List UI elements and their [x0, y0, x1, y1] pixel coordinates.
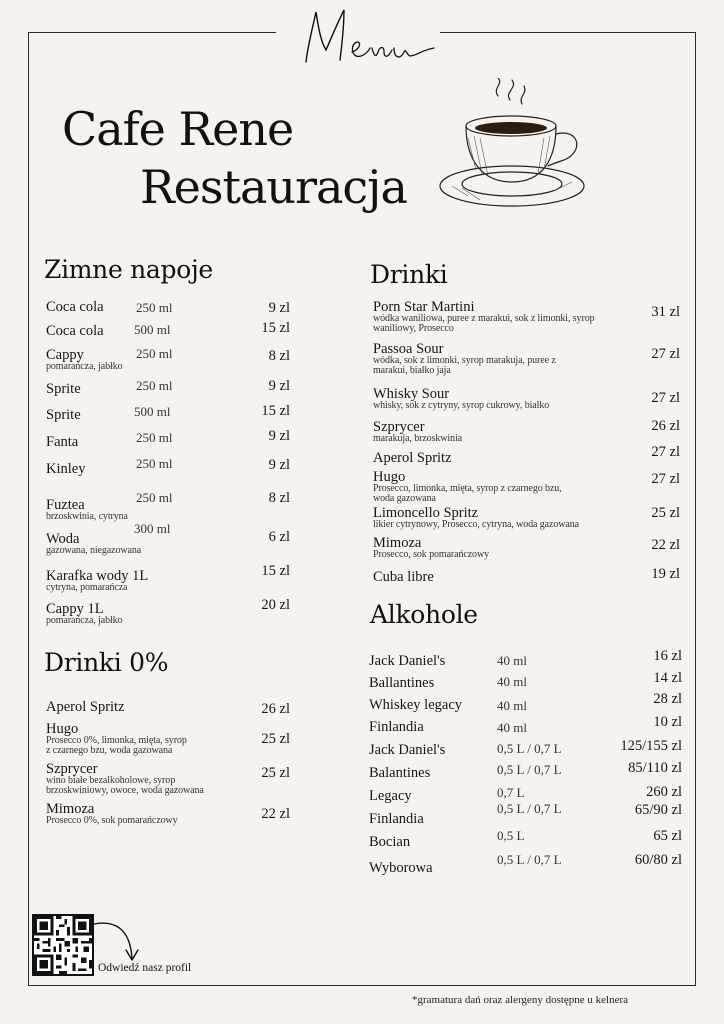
item-price: 60/80 zl	[634, 852, 682, 868]
item-volume: 0,5 L / 0,7 L	[497, 801, 562, 816]
item-name: Legacy	[369, 788, 412, 804]
list-item	[46, 569, 148, 593]
item-price: 65 zl	[653, 828, 682, 844]
item-name: Coca cola	[46, 323, 104, 339]
item-name: Cappy 1L	[46, 601, 104, 617]
item-volume: 40 ml	[497, 698, 527, 713]
list-item	[369, 654, 445, 668]
item-volume: 300 ml	[134, 521, 171, 536]
section-title-alcohol: Alkohole	[370, 600, 478, 629]
item-price: 27 zl	[651, 444, 680, 460]
item-volume: 250 ml	[136, 378, 173, 393]
restaurant-subtitle: Restauracja	[140, 160, 407, 214]
item-name: Szprycer	[373, 419, 425, 435]
item-price: 27 zl	[651, 346, 680, 362]
list-item	[369, 835, 410, 849]
item-price: 15 zl	[261, 403, 290, 419]
item-volume: 500 ml	[134, 404, 171, 419]
item-volume: 500 ml	[134, 322, 171, 337]
item-price: 20 zl	[261, 597, 290, 613]
item-name: Jack Daniel's	[369, 653, 446, 669]
section-title-drinks-zero: Drinki 0%	[44, 648, 169, 677]
restaurant-name: Cafe Rene	[62, 102, 294, 156]
item-volume: 250 ml	[136, 430, 173, 445]
list-item	[46, 382, 81, 396]
item-volume: 40 ml	[497, 674, 527, 689]
list-item	[373, 570, 434, 584]
item-name: Ballantines	[369, 675, 435, 691]
list-item	[46, 532, 141, 556]
item-volume: 0,5 L / 0,7 L	[497, 852, 562, 867]
item-price: 65/90 zl	[634, 802, 682, 818]
item-name: Bocian	[369, 834, 411, 850]
item-price: 9 zl	[268, 300, 290, 316]
list-item	[46, 602, 123, 626]
item-price: 260 zl	[646, 784, 682, 800]
list-item	[369, 861, 433, 875]
item-name: Cuba libre	[373, 569, 434, 585]
item-price: 85/110 zl	[628, 760, 682, 776]
item-name: Mimoza	[46, 801, 95, 817]
item-description: Prosecco 0%, sok pomarańczowy	[46, 815, 178, 826]
list-item	[373, 470, 562, 504]
list-item	[373, 300, 595, 334]
profile-link[interactable]: Odwiedź nasz profil	[98, 962, 192, 974]
item-name: Kinley	[46, 461, 86, 477]
item-name: Wyborowa	[369, 860, 433, 876]
item-description: whisky, sok z cytryny, syrop cukrowy, białko	[373, 400, 550, 411]
item-price: 9 zl	[268, 428, 290, 444]
list-item	[46, 802, 178, 826]
item-description: gazowana, niegazowana	[46, 545, 142, 556]
item-name: Limoncello Spritz	[373, 505, 479, 521]
list-item	[369, 720, 424, 734]
item-price: 22 zl	[651, 537, 680, 553]
item-price: 28 zl	[653, 691, 682, 707]
list-item	[373, 451, 452, 465]
item-description: woda gazowana	[373, 493, 436, 504]
list-item	[373, 536, 489, 560]
item-volume: 0,5 L / 0,7 L	[497, 741, 562, 756]
item-price: 26 zl	[651, 418, 680, 434]
item-description: marakui, białko jaja	[373, 365, 451, 376]
list-item	[46, 300, 104, 314]
item-price: 6 zl	[268, 529, 290, 545]
item-volume: 0,7 L	[497, 785, 525, 800]
item-description: Prosecco, sok pomarańczowy	[373, 549, 489, 560]
item-description: Prosecco 0%, limonka, mięta, syrop	[46, 735, 187, 746]
list-item	[46, 700, 125, 714]
item-name: Whiskey legacy	[369, 697, 463, 713]
item-price: 22 zl	[261, 806, 290, 822]
item-name: Sprite	[46, 407, 81, 423]
section-title-cold-drinks: Zimne napoje	[44, 255, 213, 284]
item-name: Aperol Spritz	[46, 699, 125, 715]
qr-code-icon[interactable]	[32, 914, 94, 976]
item-description: Prosecco, limonka, mięta, syrop z czarnego bzu,	[373, 483, 562, 494]
item-name: Aperol Spritz	[373, 450, 452, 466]
item-volume: 40 ml	[497, 720, 527, 735]
list-item	[46, 722, 187, 756]
item-name: Szprycer	[46, 761, 98, 777]
item-description: wódka waniliowa, puree z marakui, sok z limonki, syrop	[373, 313, 595, 324]
item-volume: 0,5 L / 0,7 L	[497, 762, 562, 777]
item-name: Hugo	[46, 721, 79, 737]
item-description: z czarnego bzu, woda gazowana	[46, 745, 173, 756]
allergen-footnote: *gramatura dań oraz alergeny dostępne u kelnera	[412, 994, 629, 1006]
item-name: Karafka wody 1L	[46, 568, 149, 584]
item-description: wódka, sok z limonki, syrop marakuja, puree z	[373, 355, 556, 366]
item-description: brzoskwinia, cytryna	[46, 511, 128, 522]
item-name: Finlandia	[369, 719, 424, 735]
item-price: 31 zl	[651, 304, 680, 320]
list-item	[46, 324, 104, 338]
item-name: Fuztea	[46, 497, 85, 513]
menu-script-title	[292, 4, 452, 84]
item-name: Mimoza	[373, 535, 422, 551]
item-name: Hugo	[373, 469, 406, 485]
item-name: Whisky Sour	[373, 386, 450, 402]
item-name: Jack Daniel's	[369, 742, 446, 758]
item-name: Finlandia	[369, 811, 424, 827]
list-item	[46, 408, 81, 422]
list-item	[46, 498, 128, 522]
item-volume: 0,5 L	[497, 828, 525, 843]
item-name: Woda	[46, 531, 80, 547]
item-description: pomarańcza, jabłko	[46, 615, 123, 626]
item-description: likier cytrynowy, Prosecco, cytryna, woda gazowana	[373, 519, 579, 530]
list-item	[369, 812, 424, 826]
section-title-drinks: Drinki	[370, 260, 448, 289]
list-item	[369, 766, 430, 780]
item-price: 25 zl	[651, 505, 680, 521]
item-description: waniliowy, Prosecco	[373, 323, 454, 334]
item-price: 8 zl	[268, 348, 290, 364]
list-item	[373, 387, 549, 411]
item-price: 15 zl	[261, 320, 290, 336]
list-item	[373, 506, 579, 530]
item-volume: 40 ml	[497, 653, 527, 668]
frame-top-right	[440, 32, 696, 33]
item-price: 19 zl	[651, 566, 680, 582]
list-item	[46, 762, 204, 796]
list-item	[369, 789, 412, 803]
list-item	[369, 676, 434, 690]
item-volume: 250 ml	[136, 490, 173, 505]
item-description: cytryna, pomarańcza	[46, 582, 128, 593]
item-price: 14 zl	[653, 670, 682, 686]
item-price: 10 zl	[653, 714, 682, 730]
item-name: Coca cola	[46, 299, 104, 315]
item-description: wino białe bezalkoholowe, syrop	[46, 775, 176, 786]
item-price: 25 zl	[261, 731, 290, 747]
item-name: Passoa Sour	[373, 341, 444, 357]
item-price: 15 zl	[261, 563, 290, 579]
item-name: Sprite	[46, 381, 81, 397]
item-name: Porn Star Martini	[373, 299, 475, 315]
list-item	[369, 743, 445, 757]
item-name: Fanta	[46, 434, 79, 450]
item-name: Balantines	[369, 765, 431, 781]
list-item	[373, 420, 462, 444]
item-price: 125/155 zl	[620, 738, 682, 754]
item-price: 25 zl	[261, 765, 290, 781]
item-description: pomarańcza, jabłko	[46, 361, 123, 372]
item-price: 16 zl	[653, 648, 682, 664]
list-item	[369, 698, 462, 712]
list-item	[46, 348, 123, 372]
item-price: 8 zl	[268, 490, 290, 506]
list-item	[373, 342, 556, 376]
item-volume: 250 ml	[136, 456, 173, 471]
frame-top-left	[28, 32, 276, 33]
item-description: brzoskwiniowy, owoce, woda gazowana	[46, 785, 204, 796]
item-volume: 250 ml	[136, 300, 173, 315]
item-name: Cappy	[46, 347, 84, 363]
list-item	[46, 435, 78, 449]
item-price: 26 zl	[261, 701, 290, 717]
item-volume: 250 ml	[136, 346, 173, 361]
item-description: marakuja, brzoskwinia	[373, 433, 462, 444]
item-price: 9 zl	[268, 378, 290, 394]
coffee-cup-icon	[432, 78, 592, 228]
item-price: 27 zl	[651, 471, 680, 487]
item-price: 9 zl	[268, 457, 290, 473]
item-price: 27 zl	[651, 390, 680, 406]
list-item	[46, 462, 85, 476]
